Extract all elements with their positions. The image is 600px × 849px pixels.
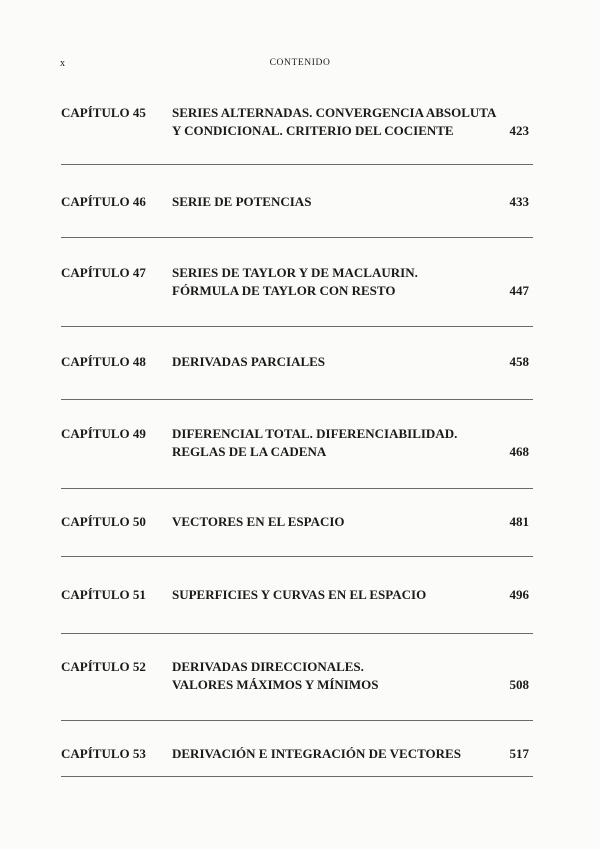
chapter-page: 423 <box>509 123 529 138</box>
chapter-title <box>172 586 502 604</box>
chapter-title-line: VALORES MÁXIMOS Y MÍNIMOS <box>172 677 379 692</box>
toc-entry-chapter-53[interactable] <box>61 745 533 763</box>
chapter-title-line: DERIVACIÓN E INTEGRACIÓN DE VECTORES <box>172 746 461 761</box>
chapter-page: 458 <box>509 354 529 369</box>
chapter-label: CAPÍTULO 52 <box>61 659 146 674</box>
chapter-title <box>172 193 502 211</box>
chapter-title <box>172 353 502 371</box>
chapter-label: CAPÍTULO 51 <box>61 587 146 602</box>
divider <box>61 633 533 634</box>
chapter-title-line: REGLAS DE LA CADENA <box>172 444 327 459</box>
chapter-label: CAPÍTULO 48 <box>61 354 146 369</box>
page-number: x <box>60 58 66 69</box>
chapter-label: CAPÍTULO 50 <box>61 514 146 529</box>
divider <box>61 556 533 557</box>
divider <box>61 776 533 777</box>
running-title: CONTENIDO <box>269 58 331 68</box>
chapter-label: CAPÍTULO 45 <box>61 105 146 120</box>
chapter-label: CAPÍTULO 49 <box>61 426 146 441</box>
chapter-title <box>172 425 502 461</box>
divider <box>61 720 533 721</box>
chapter-title-line: DERIVADAS DIRECCIONALES. <box>172 659 364 674</box>
toc-entry-chapter-52[interactable] <box>61 658 533 694</box>
chapter-title <box>172 264 502 300</box>
chapter-title-line: DIFERENCIAL TOTAL. DIFERENCIABILIDAD. <box>172 426 458 441</box>
chapter-title <box>172 745 502 763</box>
chapter-label: CAPÍTULO 53 <box>61 746 146 761</box>
chapter-title-line: SERIES ALTERNADAS. CONVERGENCIA ABSOLUTA <box>172 105 497 120</box>
chapter-page: 517 <box>509 746 529 761</box>
chapter-page: 496 <box>509 587 529 602</box>
chapter-title <box>172 658 502 694</box>
chapter-label: CAPÍTULO 47 <box>61 265 146 280</box>
chapter-title-line: VECTORES EN EL ESPACIO <box>172 514 345 529</box>
divider <box>61 488 533 489</box>
divider <box>61 164 533 165</box>
chapter-page: 468 <box>509 444 529 459</box>
chapter-page: 481 <box>509 514 529 529</box>
toc-entry-chapter-48[interactable] <box>61 353 533 371</box>
chapter-page: 447 <box>509 283 529 298</box>
chapter-title <box>172 104 502 140</box>
toc-entry-chapter-45[interactable] <box>61 104 533 140</box>
chapter-label: CAPÍTULO 46 <box>61 194 146 209</box>
toc-entry-chapter-50[interactable] <box>61 513 533 531</box>
chapter-page: 508 <box>509 677 529 692</box>
divider <box>61 326 533 327</box>
chapter-title-line: SERIE DE POTENCIAS <box>172 194 312 209</box>
toc-entry-chapter-46[interactable] <box>61 193 533 211</box>
toc-entry-chapter-47[interactable] <box>61 264 533 300</box>
chapter-title-line: DERIVADAS PARCIALES <box>172 354 326 369</box>
chapter-title <box>172 513 502 531</box>
chapter-title-line: SUPERFICIES Y CURVAS EN EL ESPACIO <box>172 587 427 602</box>
toc-entry-chapter-49[interactable] <box>61 425 533 461</box>
divider <box>61 237 533 238</box>
chapter-page: 433 <box>509 194 529 209</box>
chapter-title-line: Y CONDICIONAL. CRITERIO DEL COCIENTE <box>172 123 454 138</box>
toc-entry-chapter-51[interactable] <box>61 586 533 604</box>
page-header <box>0 58 600 74</box>
divider <box>61 399 533 400</box>
chapter-title-line: FÓRMULA DE TAYLOR CON RESTO <box>172 283 396 298</box>
chapter-title-line: SERIES DE TAYLOR Y DE MACLAURIN. <box>172 265 418 280</box>
